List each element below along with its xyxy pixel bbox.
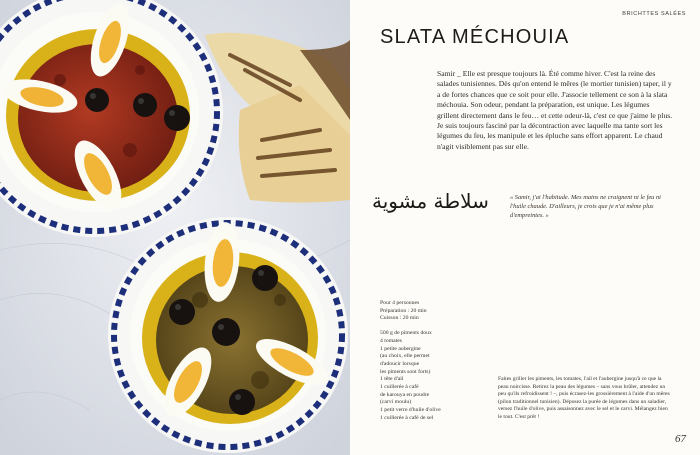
cook-time: Cuisson : 20 min bbox=[380, 315, 419, 322]
plate-aubergine-salad bbox=[108, 217, 348, 453]
intro-paragraph: Samir _ Elle est presque toujours là. Été comme hiver. C'est la reine des salades tunisiennes. Dès qu'on entend le mêres (le mortier tunisien) taper, il y a de fortes chances que ce soit pour elle. J'associe tellement ce son à la slata méchouia. Son odeur, pendant la préparation, est unique. Les légumes grillent directement dans le feu… et cette odeur-là, c'est ce que j'aime le plus. Je suis toujours fasciné par la décontraction avec laquelle ma tante sort les légumes du feu, les manipule et les épluche sans effort apparent. Le chaud n'agit visiblement pas sur elle. bbox=[437, 69, 673, 151]
arabic-title: سلاطة مشوية bbox=[372, 189, 489, 213]
ingredient-line: de karouya en poudre bbox=[380, 391, 430, 398]
ingredient-line: d'adoucir lorsque bbox=[380, 360, 420, 367]
prep-time: Préparation : 20 min bbox=[380, 307, 427, 314]
servings: Pour 4 personnes bbox=[380, 300, 420, 306]
ingredient-list bbox=[380, 330, 470, 422]
ingredient-line: (au choix, elle permet bbox=[380, 353, 430, 360]
ingredient-line: (carvi moulu) bbox=[380, 399, 412, 406]
ingredient-line: 4 tomates bbox=[380, 337, 402, 344]
ingredient-line: 1 petit verre d'huile d'olive bbox=[380, 407, 441, 414]
ingredient-line: 1 cuillerée à café de sel bbox=[380, 414, 434, 421]
quote: « Samir, j'ai l'habitude. Mes mains ne craignent ni le feu ni l'huile chaude. D'ailleurs, je crois que je n'ai même plus d'empreintes. » bbox=[510, 194, 661, 219]
running-head: BRICHTTES SALÉES bbox=[622, 11, 686, 17]
ingredient-line: 1 tête d'ail bbox=[380, 376, 404, 383]
ingredient-line: les piments sont forts) bbox=[380, 368, 431, 375]
ingredient-line: 1 petite aubergine bbox=[380, 345, 421, 352]
recipe-meta bbox=[380, 300, 470, 423]
recipe-page bbox=[350, 0, 700, 455]
ingredient-line: 500 g de piments doux bbox=[380, 330, 432, 337]
method-paragraph: Faites griller les piments, les tomates, l'ail et l'aubergine jusqu'à ce que la peau noircisse. Retirez la peau des légumes – sans vous brûler, attendez un peu qu'ils refroidissent ! –, puis écrasez-les grossièrement à l'aide d'un mêres (pilon traditionnel tunisien). Déposez la purée de légumes dans un saladier, versez l'huile d'olive, puis assaisonnez avec le sel et le carvi. Mélangez bien le tout. C'est prêt ! bbox=[498, 376, 670, 420]
page-number: 67 bbox=[675, 433, 686, 445]
recipe-title: SLATA MÉCHOUIA bbox=[380, 26, 570, 48]
ingredient-line: 1 cuillerée à café bbox=[380, 384, 419, 391]
